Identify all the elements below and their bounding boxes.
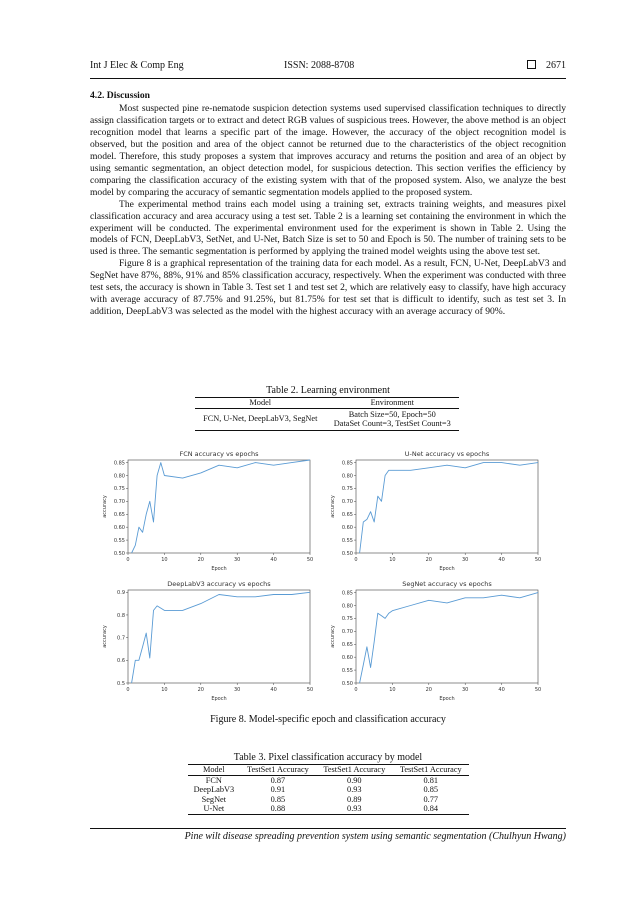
table3-cell: 0.93 bbox=[347, 785, 362, 794]
y-axis-label: accuracy bbox=[330, 625, 336, 648]
series-line bbox=[360, 463, 538, 553]
y-tick-label: 0.55 bbox=[113, 537, 125, 544]
x-tick-label: 50 bbox=[534, 687, 542, 693]
chart-unet bbox=[328, 448, 546, 573]
chart-deeplabv3-svg bbox=[100, 578, 318, 703]
table2 bbox=[195, 397, 459, 431]
y-tick-label: 0.55 bbox=[341, 667, 353, 674]
chart-segnet-svg bbox=[328, 578, 546, 703]
x-tick-label: 50 bbox=[534, 557, 542, 563]
y-tick-label: 0.65 bbox=[341, 512, 353, 519]
y-tick-label: 0.50 bbox=[341, 550, 353, 557]
issn: ISSN: 2088-8708 bbox=[284, 60, 355, 71]
y-axis-label: accuracy bbox=[102, 625, 108, 648]
table3-cell: 0.91 bbox=[270, 785, 286, 794]
y-tick-label: 0.80 bbox=[113, 473, 125, 480]
table3-cell: DeepLabV3 bbox=[193, 785, 235, 794]
y-tick-label: 0.7 bbox=[117, 635, 125, 642]
body-text bbox=[90, 103, 566, 318]
table3-cell: 0.85 bbox=[270, 794, 286, 804]
table2-header-model: Model bbox=[249, 398, 272, 407]
plot-frame bbox=[356, 590, 538, 683]
y-tick-label: 0.80 bbox=[341, 603, 353, 610]
x-tick-label: 20 bbox=[197, 557, 204, 563]
x-axis-label: Epoch bbox=[211, 696, 227, 702]
checkbox-square-icon bbox=[527, 60, 536, 69]
table3-cell: 0.87 bbox=[270, 775, 286, 785]
chart-deeplabv3 bbox=[100, 578, 318, 703]
y-tick-label: 0.60 bbox=[341, 654, 353, 661]
x-tick-label: 0 bbox=[126, 557, 130, 563]
y-tick-label: 0.6 bbox=[117, 658, 125, 665]
table3-caption: Table 3. Pixel classification accuracy by model bbox=[233, 752, 423, 763]
chart-unet-svg bbox=[328, 448, 546, 573]
y-tick-label: 0.70 bbox=[113, 499, 125, 506]
plot-frame bbox=[128, 460, 310, 553]
table3-cell: 0.88 bbox=[270, 804, 286, 813]
y-tick-label: 0.70 bbox=[341, 499, 353, 506]
paragraph-3: Figure 8 is a graphical representation of the training data for each model. As a result, FCN, U-Net, DeepLabV3 and SegNet have 87%, 88%, 91% and 85% classification accuracy, respectively. When the experiment was conducted with three test sets, the accuracy is shown in Table 3. Test set 1 and test set 2, which are relatively easy to classify, have high accuracy with average accuracy of 87.75% and 91.25%, but 81.75% for test set that is difficult to identify, such as test set 3. In addition, DeepLabV3 was selected as the model with the highest accuracy with an average accuracy of 90%. bbox=[90, 258, 566, 318]
chart-title: FCN accuracy vs epochs bbox=[179, 450, 259, 458]
table3-header-testset1: TestSet1 Accuracy bbox=[246, 765, 309, 774]
footer-rule bbox=[90, 828, 566, 829]
y-tick-label: 0.8 bbox=[117, 612, 125, 619]
x-tick-label: 0 bbox=[354, 687, 358, 693]
chart-segnet bbox=[328, 578, 546, 703]
table2-env-line2: DataSet Count=3, TestSet Count=3 bbox=[333, 419, 451, 428]
chart-fcn-svg bbox=[100, 448, 318, 573]
table3-cell: 0.84 bbox=[423, 804, 439, 813]
y-tick-label: 0.65 bbox=[113, 512, 125, 519]
figure-caption: Figure 8. Model-specific epoch and classification accuracy bbox=[210, 714, 446, 725]
y-tick-label: 0.80 bbox=[341, 473, 353, 480]
table2-cell-environment bbox=[326, 408, 459, 430]
x-axis-label: Epoch bbox=[439, 696, 455, 702]
table3-header-testset3: TestSet1 Accuracy bbox=[399, 765, 462, 774]
x-tick-label: 10 bbox=[161, 687, 168, 693]
y-axis-label: accuracy bbox=[102, 495, 108, 518]
x-tick-label: 40 bbox=[498, 557, 505, 563]
table3-cell: 0.89 bbox=[347, 794, 362, 804]
series-line bbox=[132, 592, 310, 683]
paragraph-2: The experimental method trains each model using a training set, extracts training weights, and measures pixel classification accuracy and area accuracy using a test set. Table 2 is a learning set containing the environment in which the experiment will be conducted. The experimental environment used for the experiment is shown in Table 2. Using the models of FCN, DeepLabV3, SetNet, and U-Net, Batch Size is set to 50 and Epoch is 50. The number of training sets to be used is three. The semantic segmentation is performed by applying the trained model weights using the above test set. bbox=[90, 198, 566, 258]
series-line bbox=[360, 593, 538, 683]
table3-cell: 0.93 bbox=[347, 804, 362, 813]
y-tick-label: 0.50 bbox=[113, 550, 125, 557]
table2-header-environment: Environment bbox=[370, 398, 414, 407]
y-tick-label: 0.50 bbox=[341, 680, 353, 687]
table-row bbox=[188, 804, 469, 814]
x-tick-label: 40 bbox=[270, 687, 277, 693]
journal-name: Int J Elec & Comp Eng bbox=[90, 60, 184, 71]
y-tick-label: 0.9 bbox=[117, 590, 125, 597]
x-tick-label: 30 bbox=[462, 687, 469, 693]
table-row bbox=[188, 785, 469, 795]
x-tick-label: 20 bbox=[197, 687, 204, 693]
x-tick-label: 30 bbox=[462, 557, 469, 563]
y-tick-label: 0.85 bbox=[341, 590, 353, 597]
table2-env-line1: Batch Size=50, Epoch=50 bbox=[348, 409, 436, 419]
running-header bbox=[90, 60, 566, 74]
table2-cell-model: FCN, U-Net, DeepLabV3, SegNet bbox=[203, 414, 318, 424]
chart-fcn bbox=[100, 448, 318, 573]
x-tick-label: 10 bbox=[389, 557, 396, 563]
table-row bbox=[188, 775, 469, 785]
table3-header-testset2: TestSet1 Accuracy bbox=[323, 765, 386, 774]
y-tick-label: 0.60 bbox=[341, 524, 353, 531]
x-tick-label: 0 bbox=[354, 557, 358, 563]
page-number: 2671 bbox=[546, 60, 566, 71]
table3 bbox=[188, 764, 469, 815]
table3-cell: 0.81 bbox=[423, 775, 439, 785]
plot-frame bbox=[356, 460, 538, 553]
x-tick-label: 20 bbox=[425, 687, 432, 693]
y-tick-label: 0.55 bbox=[341, 537, 353, 544]
y-tick-label: 0.85 bbox=[113, 460, 125, 467]
x-tick-label: 30 bbox=[234, 687, 241, 693]
table3-cell: 0.85 bbox=[423, 785, 439, 794]
x-tick-label: 10 bbox=[389, 687, 396, 693]
y-tick-label: 0.85 bbox=[341, 460, 353, 467]
x-tick-label: 0 bbox=[126, 687, 130, 693]
chart-title: DeepLabV3 accuracy vs epochs bbox=[167, 580, 271, 588]
x-tick-label: 10 bbox=[161, 557, 168, 563]
y-tick-label: 0.60 bbox=[113, 524, 125, 531]
series-line bbox=[132, 460, 310, 553]
table3-cell: 0.77 bbox=[423, 794, 439, 804]
page-number-wrap bbox=[527, 60, 566, 71]
table3-cell: SegNet bbox=[201, 794, 227, 804]
y-tick-label: 0.75 bbox=[341, 616, 353, 623]
x-tick-label: 40 bbox=[270, 557, 277, 563]
x-tick-label: 20 bbox=[425, 557, 432, 563]
paragraph-1: Most suspected pine re-nematode suspicion detection systems used supervised classification techniques to directly assign classification targets or to extract and detect RGB values of suspicious trees. However, the above method is an object recognition model that learns a specific part of the image. However, the accuracy of the object recognition model is observed, but the position and area of the object cannot be returned due to the characteristics of the object recognition model. Therefore, this study proposes a system that improves accuracy and returns the position and area of an object by using semantic segmentation, an object detection model, for suspicious detection. This section verifies the efficiency by comparing the classification accuracy of the existing system with that of the proposed system. Also, we analyze the best model by comparing the accuracy of semantic segmentation models applied to the proposed system. bbox=[90, 103, 566, 198]
x-tick-label: 40 bbox=[498, 687, 505, 693]
y-tick-label: 0.75 bbox=[341, 486, 353, 493]
table-row bbox=[188, 795, 469, 805]
plot-frame bbox=[128, 590, 310, 683]
y-tick-label: 0.75 bbox=[113, 486, 125, 493]
y-tick-label: 0.65 bbox=[341, 642, 353, 649]
x-tick-label: 50 bbox=[306, 687, 314, 693]
table3-cell: FCN bbox=[205, 775, 222, 785]
y-tick-label: 0.70 bbox=[341, 629, 353, 636]
chart-title: U-Net accuracy vs epochs bbox=[404, 450, 490, 458]
x-tick-label: 30 bbox=[234, 557, 241, 563]
y-axis-label: accuracy bbox=[330, 495, 336, 518]
table3-cell: 0.90 bbox=[347, 775, 362, 785]
chart-title: SegNet accuracy vs epochs bbox=[402, 580, 492, 588]
y-tick-label: 0.5 bbox=[117, 680, 125, 687]
x-tick-label: 50 bbox=[306, 557, 314, 563]
x-axis-label: Epoch bbox=[439, 566, 455, 572]
table3-cell: U-Net bbox=[203, 804, 225, 813]
running-footer: Pine wilt disease spreading prevention system using semantic segmentation (Chulhyun Hwang) bbox=[184, 831, 566, 842]
header-rule bbox=[90, 78, 566, 79]
table3-header-model: Model bbox=[203, 765, 225, 774]
x-axis-label: Epoch bbox=[211, 566, 227, 572]
table2-caption: Table 2. Learning environment bbox=[266, 385, 390, 396]
section-heading: 4.2. Discussion bbox=[90, 90, 150, 101]
